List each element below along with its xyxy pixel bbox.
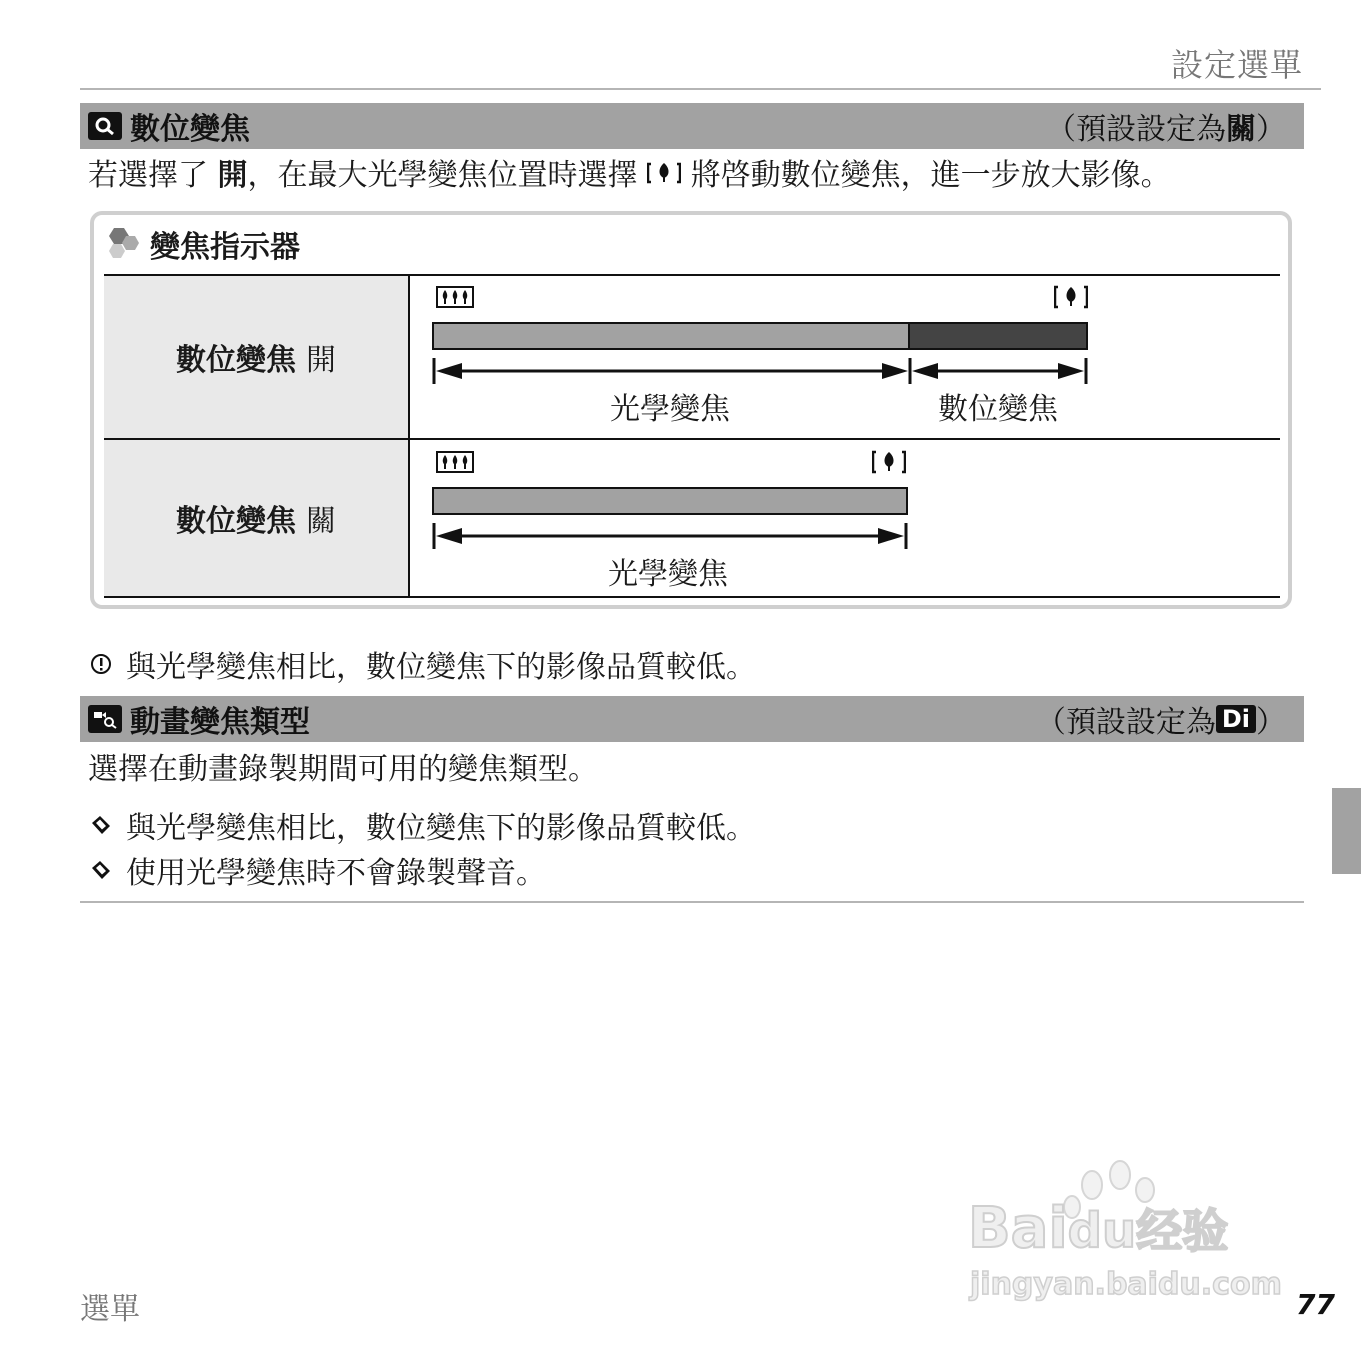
- optical-zoom-label: 光學變焦: [608, 557, 728, 592]
- tele-icon: [647, 159, 681, 194]
- movie-zoom-header: [80, 696, 1304, 742]
- chapter-tab: [1332, 788, 1361, 874]
- movie-zoom-default: （預設設定為 Di ）: [1035, 705, 1286, 740]
- digital-zoom-description: 若選擇了 開，在最大光學變焦位置時選擇 將啓動數位變焦，進一步放大影像。: [88, 158, 1171, 193]
- movie-zoom-note-2: 使用光學變焦時不會錄製聲音。: [88, 848, 546, 892]
- row-label-on: 數位變焦 開: [104, 276, 408, 438]
- hint-icon: [104, 226, 142, 264]
- movie-zoom-title: 動畫變焦類型: [130, 705, 310, 740]
- caution-note: 與光學變焦相比，數位變焦下的影像品質較低。: [88, 642, 756, 686]
- top-rule: [80, 88, 1321, 90]
- wide-icon: [436, 286, 474, 312]
- movie-zoom-description: 選擇在動畫錄製期間可用的變焦類型。: [88, 752, 598, 787]
- tele-icon: [1054, 284, 1088, 314]
- footer-section: 選單: [80, 1292, 140, 1327]
- digital-zoom-header: [80, 103, 1304, 149]
- digital-zoom-default: （預設設定為 關 ）: [1046, 104, 1286, 148]
- running-header: 設定選單: [1170, 46, 1303, 84]
- zoom-indicator-title: 變焦指示器: [150, 230, 300, 265]
- row-label-off: 數位變焦 關: [104, 440, 408, 596]
- table-rule-bottom: [104, 596, 1280, 598]
- zoom-range-arrows: [430, 356, 1092, 384]
- digital-zoom-bar: [908, 322, 1088, 350]
- memo-icon: [88, 860, 114, 880]
- magnifier-icon: [88, 112, 122, 140]
- default-value: 關: [1226, 112, 1256, 147]
- table-divider: [408, 276, 410, 596]
- bottom-rule: [80, 901, 1304, 903]
- di-badge: Di: [1216, 705, 1256, 733]
- wide-icon: [436, 451, 474, 477]
- digital-zoom-label: 數位變焦: [938, 392, 1058, 427]
- tele-icon: [872, 449, 906, 479]
- memo-icon: [88, 815, 114, 835]
- caution-icon: [88, 653, 114, 675]
- optical-range-arrow: [430, 521, 912, 549]
- baidu-watermark: Baidu经验 jingyan.baidu.com: [960, 1155, 1280, 1310]
- movie-zoom-icon: [88, 705, 122, 733]
- digital-zoom-title: 數位變焦: [130, 112, 250, 147]
- optical-zoom-label: 光學變焦: [610, 392, 730, 427]
- movie-zoom-note-1: 與光學變焦相比，數位變焦下的影像品質較低。: [88, 803, 756, 847]
- optical-zoom-bar: [432, 322, 910, 350]
- page-number: 77: [1296, 1288, 1335, 1321]
- optical-zoom-bar: [432, 487, 908, 515]
